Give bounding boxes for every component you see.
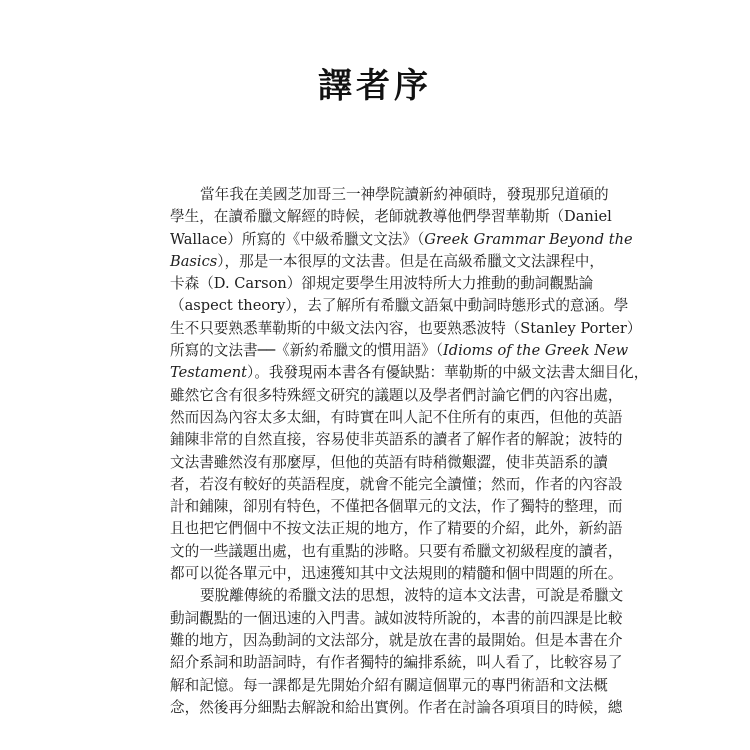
text-line: 鋪陳非常的自然直接，容易使非英語系的讀者了解作者的解說；波特的 bbox=[170, 431, 623, 449]
text-line: 文法書雖然沒有那麼厚，但他的英語有時稍微艱澀，使非英語系的讀 bbox=[170, 453, 608, 471]
text-line: 難的地方，因為動詞的文法部分，就是放在書的最開始。但是本書在介 bbox=[170, 631, 623, 649]
text-line: 雖然它含有很多特殊經文研究的議題以及學者們討論它們的內容出處， bbox=[170, 386, 623, 404]
text-line: 生不只要熟悉華勒斯的中級文法內容，也要熟悉波特（Stanley Porter） bbox=[170, 319, 642, 337]
text-line: Wallace）所寫的《中級希臘文文法》（Greek Grammar Beyond the bbox=[170, 230, 633, 248]
text-line: 動詞觀點的一個迅速的入門書。誠如波特所說的，本書的前四課是比較 bbox=[170, 609, 623, 627]
text-line: 念，然後再分細點去解說和給出實例。作者在討論各項項目的時候，總 bbox=[170, 698, 623, 716]
text-line: 紹介系詞和助語詞時，有作者獨特的編排系統，叫人看了，比較容易了 bbox=[170, 654, 623, 672]
text-line: 解和記憶。每一課都是先開始介紹有關這個單元的專門術語和文法概 bbox=[170, 676, 608, 694]
text-line: （aspect theory），去了解所有希臘文語氣中動詞時態形式的意涵。學 bbox=[170, 297, 629, 315]
text-line: 者，若沒有較好的英語程度，就會不能完全讀懂；然而，作者的內容設 bbox=[170, 475, 623, 493]
text-line: 卡森（D. Carson）卻規定要學生用波特所大力推動的動詞觀點論 bbox=[170, 275, 594, 293]
text-line: Basics），那是一本很厚的文法書。但是在高級希臘文文法課程中， bbox=[170, 252, 604, 270]
body-text bbox=[170, 184, 649, 719]
text-line: 學生，在讀希臘文解經的時候，老師就教導他們學習華勒斯（Daniel bbox=[170, 208, 612, 226]
text-line: Testament）。我發現兩本書各有優缺點：華勒斯的中級文法書太細目化， bbox=[170, 364, 649, 382]
text-line: 然而因為內容太多太細，有時實在叫人記不住所有的東西，但他的英語 bbox=[170, 408, 623, 426]
text-line: 文的一些議題出處，也有重點的涉略。只要有希臘文初級程度的讀者， bbox=[170, 542, 623, 560]
text-line: 計和鋪陳，卻別有特色，不僅把各個單元的文法，作了獨特的整理，而 bbox=[170, 498, 623, 516]
page-title: 譯者序 bbox=[318, 66, 432, 106]
text-line: 都可以從各單元中，迅速獲知其中文法規則的精髓和個中問題的所在。 bbox=[170, 565, 623, 583]
text-line: 要脫離傳統的希臘文法的思想，波特的這本文法書，可說是希臘文 bbox=[200, 587, 624, 605]
text-line: 所寫的文法書──《新約希臘文的慣用語》（Idioms of the Greek New bbox=[170, 342, 629, 360]
text-line: 當年我在美國芝加哥三一神學院讀新約神碩時，發現那兒道碩的 bbox=[200, 186, 609, 203]
text-line: 且也把它們個中不按文法正規的地方，作了精要的介紹，此外，新約語 bbox=[170, 520, 623, 538]
